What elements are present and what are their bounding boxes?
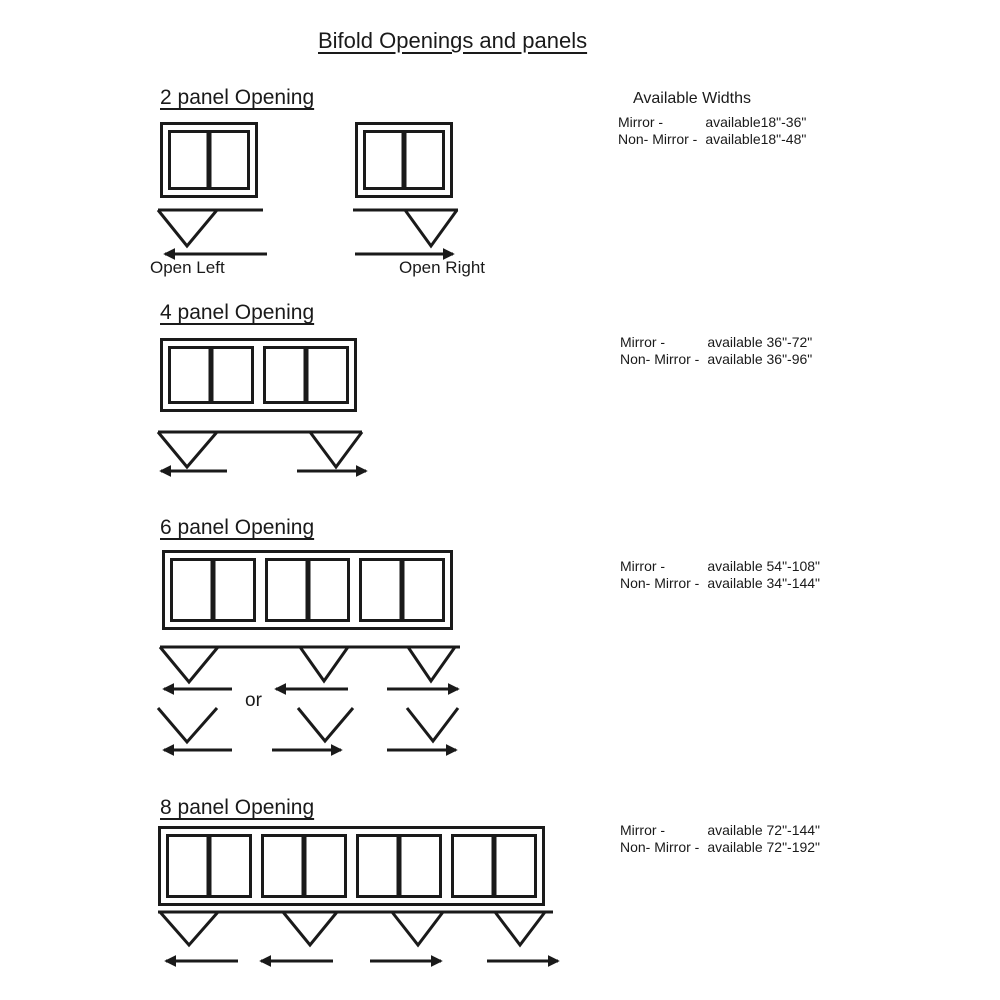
panel-divider	[207, 837, 212, 895]
widths-8-panel	[620, 822, 820, 856]
door-unit	[359, 558, 445, 622]
section-heading-6-panel: 6 panel Opening	[160, 516, 315, 539]
door-unit	[168, 130, 250, 190]
mirror-value: available 36"-72"	[707, 334, 813, 350]
panel-divider	[210, 561, 215, 619]
pivot-symbol-open-right	[353, 210, 458, 246]
door-unit	[451, 834, 537, 898]
section-heading-2-panel: 2 panel Opening	[160, 86, 315, 109]
panel-divider	[402, 133, 407, 187]
mirror-value: available 72"-144"	[707, 822, 821, 838]
non-mirror-width-row	[620, 839, 820, 856]
section-heading-4-panel: 4 panel Opening	[160, 301, 315, 324]
mirror-width-row	[620, 822, 820, 839]
panel-divider	[207, 133, 212, 187]
door-unit	[263, 346, 349, 404]
non-mirror-value: available18"-48"	[705, 131, 807, 147]
mirror-width-row	[620, 334, 812, 351]
mirror-width-row	[618, 114, 806, 131]
mirror-value: available 54"-108"	[707, 558, 821, 574]
non-mirror-width-row	[618, 131, 806, 148]
door-unit	[168, 346, 254, 404]
pivot-symbols-4panel	[158, 432, 362, 467]
panel-divider	[492, 837, 497, 895]
door-unit	[170, 558, 256, 622]
non-mirror-value: available 72"-192"	[707, 839, 821, 855]
non-mirror-label: Non- Mirror -	[620, 575, 700, 591]
panel-divider	[304, 349, 309, 401]
pivot-symbols-6panel-option2	[158, 708, 458, 742]
mirror-width-row	[620, 558, 820, 575]
open-right-label: Open Right	[399, 258, 485, 277]
panel-divider	[397, 837, 402, 895]
mirror-label: Mirror -	[618, 114, 664, 130]
door-unit	[265, 558, 351, 622]
door-opening-8panel	[158, 826, 545, 906]
non-mirror-label: Non- Mirror -	[620, 351, 700, 367]
panel-divider	[302, 837, 307, 895]
non-mirror-label: Non- Mirror -	[620, 839, 700, 855]
widths-6-panel	[620, 558, 820, 592]
door-unit	[356, 834, 442, 898]
non-mirror-value: available 34"-144"	[707, 575, 821, 591]
door-opening-4panel	[160, 338, 357, 412]
pivot-symbols-8panel	[158, 912, 553, 945]
pivot-symbol-open-left	[158, 210, 263, 246]
page-title: Bifold Openings and panels	[318, 28, 588, 53]
widths-2-panel	[618, 114, 806, 148]
section-heading-8-panel: 8 panel Opening	[160, 796, 315, 819]
door-unit	[166, 834, 252, 898]
open-left-label: Open Left	[150, 258, 225, 277]
door-unit	[363, 130, 445, 190]
non-mirror-width-row	[620, 575, 820, 592]
door-opening-6panel	[162, 550, 453, 630]
widths-4-panel	[620, 334, 812, 368]
or-label: or	[245, 690, 262, 711]
panel-divider	[400, 561, 405, 619]
panel-divider	[209, 349, 214, 401]
mirror-value: available18"-36"	[705, 114, 807, 130]
non-mirror-value: available 36"-96"	[707, 351, 813, 367]
mirror-label: Mirror -	[620, 558, 666, 574]
door-opening-2panel-left	[160, 122, 258, 198]
pivot-symbols-6panel-option1	[160, 647, 460, 682]
available-widths-heading: Available Widths	[633, 90, 751, 107]
mirror-label: Mirror -	[620, 822, 666, 838]
panel-divider	[305, 561, 310, 619]
door-opening-2panel-right	[355, 122, 453, 198]
mirror-label: Mirror -	[620, 334, 666, 350]
non-mirror-width-row	[620, 351, 812, 368]
door-unit	[261, 834, 347, 898]
non-mirror-label: Non- Mirror -	[618, 131, 698, 147]
